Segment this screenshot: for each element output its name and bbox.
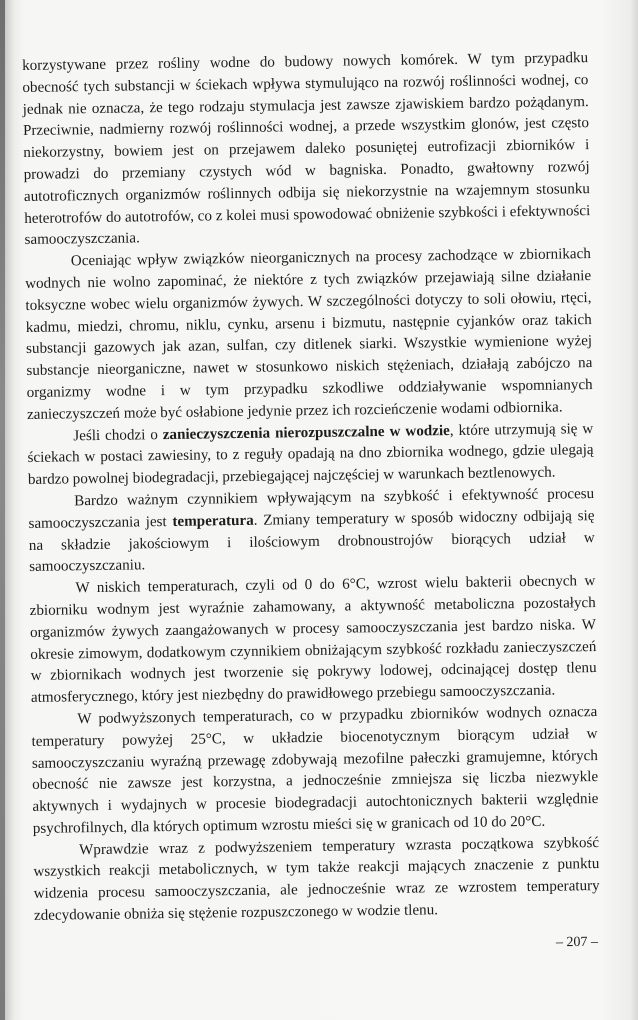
- text-run: Wprawdzie wraz z podwyższeniem temperatury wzrasta początkowa szybkość wszystkich reakcji metabolicznych, w tym także reakcji mających znaczenie z punktu widzenia procesu samooczyszczania, ale jednocześnie wraz ze wzrostem temperatury zdecydowanie obniża się stężenie rozpuszczonego w wodzie tlenu.: [33, 834, 600, 924]
- bold-term: temperatura: [172, 512, 254, 530]
- paragraph: [29, 571, 597, 710]
- binding-shadow: [0, 0, 5, 1020]
- paragraph: [22, 48, 591, 252]
- page-number: – 207 –: [555, 934, 599, 951]
- text-run: W podwyższonych temperaturach, co w przypadku zbiorników wodnych oznacza temperatury powyżej 25°C, w układzie biocenotycznym biorącym udział w samooczyszczaniu wyraźną przewagę zdobywają mezofilne pałeczki gramujemne, których obecność nie zawsze jest korzystna, a jednocześnie zmniejsza się liczba niezwykle aktywnych i wydajnych w procesie biodegradacji autochtonicznych bakterii względnie psychrofilnych, dla których optimum wzrostu mieści się w granicach od 10 do 20°C.: [31, 703, 599, 837]
- text-run: , które utrzymują się w ściekach w postaci zawiesiny, to z reguły opadają na dno zbiornika wodnego, gdzie ulegają bardzo powolnej biodegradacji, przebiegającej najczęściej w warunkach beztlenowych.: [27, 420, 594, 489]
- text-run: . Zmiany temperatury w sposób widoczny odbijają się na składzie jakościowym i ilościowym drobnoustrojów biorących udział w samooczyszczaniu.: [28, 507, 595, 576]
- text-run: Jeśli chodzi o: [73, 426, 163, 444]
- text-run: W niskich temperaturach, czyli od 0 do 6°C, wzrost wielu bakterii obecnych w zbiorniku wodnym jest wyraźnie zahamowany, a aktywność metaboliczna pozostałych organizmów żywych zaangażowanych w procesy samooczyszczania jest bardzo niska. W okresie zimowym, dodatkowym czynnikiem obniżającym szybkość rozkładu zanieczyszczeń w zbiornikach wodnych jest tworzenie się pokrywy lodowej, odcinającej dostęp tlenu atmosferycznego, który jest niezbędny do prawidłowego przebiegu samooczyszczania.: [29, 573, 597, 707]
- text-run: korzystywane przez rośliny wodne do budowy nowych komórek. W tym przypadku obecność tych substancji w ściekach wpływa stymulująco na rozwój roślinności wodnej, co jednak nie oznacza, że tego rodzaju stymulacja jest zawsze zjawiskiem bardzo pożądanym. Przeciwnie, nadmierny rozwój roślinności wodnej, a przede wszystkim glonów, jest często niekorzystny, bowiem jest on przejawem daleko posuniętej eutrofizacji zbiorników i prowadzi do przemiany czystych wód w bagniska. Ponadto, gwałtowny rozwój autotroficznych organizmów roślinnych odbija się niekorzystnie na wzajemnym stosunku heterotrofów do autotrofów, co z kolei musi spowodować obniżenie szybkości i efektywności samooczyszczania.: [22, 50, 591, 249]
- text-run: Bardzo ważnym czynnikiem wpływającym na szybkość i efektywność procesu samooczyszczania jest: [28, 485, 595, 532]
- paragraph: [31, 702, 599, 841]
- paragraph: [25, 244, 593, 426]
- paragraph: [27, 419, 594, 492]
- bold-term: zanieczyszczenia nierozpuszczalne w wodzie: [162, 422, 450, 443]
- body-text: [22, 48, 600, 928]
- paragraph: [33, 833, 600, 928]
- text-run: Oceniając wpływ związków nieorganicznych na procesy zachodzące w zbiornikach wodnych nie wolno zapominać, że niektóre z tych związków przejawiają silne działanie toksyczne wobec wielu organizmów żywych. W szczególności dotyczy to soli ołowiu, rtęci, kadmu, miedzi, chromu, niklu, cynku, arsenu i bizmutu, następnie cyjanków oraz takich substancji gazowych jak azan, sulfan, czy ditlenek siarki. Wszystkie wymienione wyżej substancje nieorganiczne, nawet w stosunkowo niskich stężeniach, działają zabójczo na organizmy wodne i w tym przypadku szkodliwe oddziaływanie wspomnianych zanieczyszczeń może być osłabione jedynie przez ich rozcieńczenie wodami odbiornika.: [25, 246, 593, 423]
- paragraph: [28, 484, 595, 579]
